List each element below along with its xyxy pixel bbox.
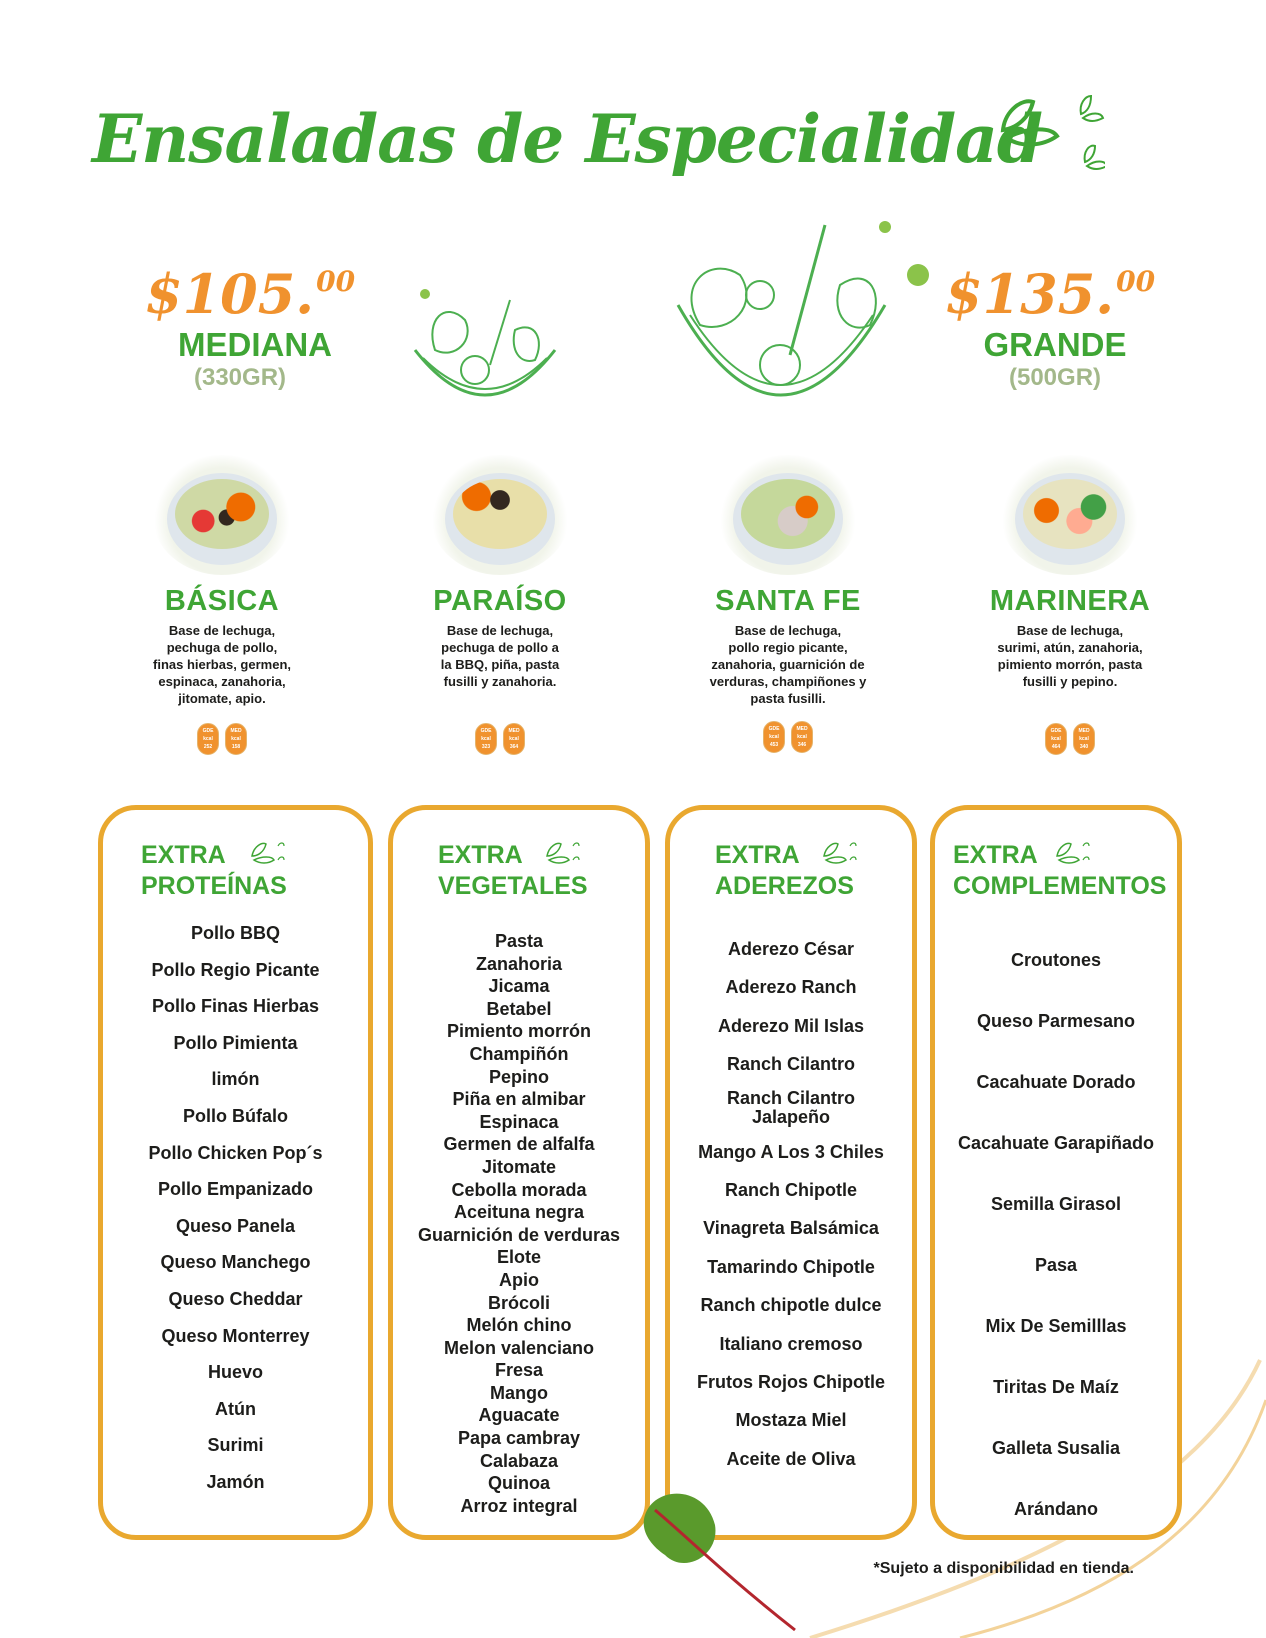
salad-marinera: [950, 455, 1190, 755]
list-item: Papa cambray: [457, 1428, 581, 1449]
salad-name: MARINERA: [989, 585, 1151, 617]
kcal-badge-med: MED kcal 340: [1073, 723, 1095, 755]
list-item: Queso Parmesano: [976, 1011, 1136, 1031]
card-heading: EXTRA ADEREZOS: [715, 841, 854, 900]
list-item: limón: [211, 1069, 260, 1090]
list-item: Surimi: [207, 1435, 264, 1456]
list-item: Aceituna negra: [453, 1202, 585, 1223]
list-item: Italiano cremoso: [719, 1333, 863, 1354]
list-item: Croutones: [1011, 950, 1101, 970]
list-item: Ranch Cilantro Jalapeño: [726, 1087, 855, 1127]
extras-list: [935, 930, 1177, 1540]
list-item: Guarnición de verduras: [417, 1224, 621, 1245]
salad-description: Base de lechuga, pechuga de pollo, finas hierbas, germen, espinaca, zanahoria, jitomate, apio.: [153, 623, 291, 706]
leaves-icon: [820, 838, 860, 874]
salad-description: Base de lechuga, surimi, atún, zanahoria, pimiento morrón, pasta fusilli y pepino.: [997, 623, 1143, 689]
salad-name: SANTA FE: [715, 585, 861, 617]
page-title: Ensaladas de Especialidad: [92, 100, 1043, 178]
salad-photo: [718, 455, 858, 575]
list-item: Vinagreta Balsámica: [703, 1218, 879, 1239]
list-item: Semilla Girasol: [990, 1194, 1122, 1214]
extras-card-proteinas: [98, 805, 373, 1540]
list-item: Ranch Cilantro: [726, 1054, 855, 1075]
card-heading: EXTRA VEGETALES: [438, 841, 588, 900]
list-item: Calabaza: [479, 1450, 559, 1471]
list-item: Mango A Los 3 Chiles: [698, 1141, 884, 1162]
list-item: Quinoa: [488, 1473, 550, 1494]
size-label-mediana: MEDIANA: [178, 326, 332, 363]
list-item: Galleta Susalia: [991, 1438, 1121, 1458]
list-item: Ranch Chipotle: [724, 1180, 857, 1201]
kcal-badge-med: MED kcal 364: [503, 723, 525, 755]
list-item: Aderezo Ranch: [725, 977, 857, 998]
list-item: Mostaza Miel: [735, 1410, 847, 1431]
list-item: Betabel: [486, 998, 552, 1019]
list-item: Germen de alfalfa: [443, 1134, 595, 1155]
weight-mediana: (330GR): [193, 364, 287, 391]
size-label-grande: GRANDE: [983, 326, 1127, 363]
size-grande: [945, 262, 1156, 392]
extras-list: [393, 930, 645, 1517]
list-item: Jamón: [206, 1471, 265, 1492]
extras-card-aderezos: [665, 805, 917, 1540]
salad-paraiso: [380, 455, 620, 755]
list-item: Cacahuate Garapiñado: [957, 1133, 1155, 1153]
kcal-badge-gde: GDE kcal 464: [1045, 723, 1067, 755]
kcal-badge-gde: GDE kcal 323: [475, 723, 497, 755]
list-item: Apio: [499, 1269, 539, 1290]
salad-photo: [152, 455, 292, 575]
chard-leaf-icon: [635, 1485, 805, 1635]
list-item: Mango: [490, 1382, 548, 1403]
salad-photo: [430, 455, 570, 575]
list-item: Espinaca: [479, 1111, 559, 1132]
list-item: Brócoli: [487, 1292, 550, 1313]
list-item: Queso Manchego: [160, 1252, 311, 1273]
kcal-badge-med: MED kcal 158: [225, 723, 247, 755]
list-item: Aderezo César: [727, 939, 855, 959]
list-item: Melon valenciano: [443, 1337, 595, 1358]
kcal-badge-gde: GDE kcal 453: [763, 721, 785, 753]
weight-grande: (500GR): [1008, 364, 1102, 391]
list-item: Arroz integral: [460, 1495, 578, 1516]
list-item: Pasa: [1034, 1255, 1078, 1275]
list-item: Pasta: [494, 931, 544, 951]
price-grande: $135.00: [945, 262, 1156, 326]
price-mediana: $105.00: [145, 262, 356, 326]
leaves-icon: [1053, 838, 1093, 874]
list-item: Zanahoria: [475, 953, 563, 974]
card-heading: EXTRA COMPLEMENTOS: [953, 841, 1167, 900]
list-item: Jicama: [488, 976, 550, 997]
extras-list: [670, 930, 912, 1478]
size-mediana: [145, 262, 356, 392]
kcal-badge-med: MED kcal 346: [791, 721, 813, 753]
list-item: Pollo Regio Picante: [151, 959, 320, 980]
list-item: Pepino: [488, 1066, 549, 1087]
list-item: Aderezo Mil Islas: [717, 1015, 865, 1036]
list-item: Queso Monterrey: [161, 1325, 310, 1346]
salad-name: BÁSICA: [164, 585, 280, 617]
list-item: Jitomate: [481, 1156, 557, 1177]
salad-santa-fe: [668, 455, 908, 753]
list-item: Pollo Chicken Pop´s: [148, 1142, 323, 1163]
list-item: Piña en almibar: [452, 1089, 586, 1110]
list-item: Melón chino: [466, 1315, 572, 1336]
list-item: Pimiento morrón: [446, 1021, 591, 1042]
salad-bowl-illustration-icon: [395, 270, 575, 420]
availability-note: *Sujeto a disponibilidad en tienda.: [873, 1560, 1134, 1577]
list-item: Tiritas De Maíz: [993, 1377, 1119, 1397]
card-heading: EXTRA PROTEÍNAS: [141, 841, 287, 900]
salad-name: PARAÍSO: [433, 585, 567, 617]
extras-card-vegetales: [388, 805, 650, 1540]
list-item: Cacahuate Dorado: [976, 1072, 1136, 1092]
leaves-icon: [543, 838, 583, 874]
extras-card-complementos: [930, 805, 1182, 1540]
kcal-badge-gde: GDE kcal 252: [197, 723, 219, 755]
list-item: Pollo Búfalo: [183, 1105, 288, 1126]
list-item: Pollo Empanizado: [157, 1179, 313, 1200]
list-item: Fresa: [494, 1360, 544, 1381]
extras-list: [103, 915, 368, 1501]
list-item: Atún: [215, 1398, 256, 1419]
list-item: Arándano: [1013, 1499, 1098, 1519]
list-item: Mix De Semilllas: [985, 1316, 1127, 1336]
list-item: Pollo Pimienta: [173, 1032, 298, 1053]
list-item: Elote: [496, 1247, 541, 1268]
list-item: Aguacate: [478, 1405, 560, 1426]
salad-basica: [102, 455, 342, 755]
list-item: Huevo: [207, 1362, 263, 1383]
salad-photo: [1000, 455, 1140, 575]
list-item: Frutos Rojos Chipotle: [697, 1372, 885, 1393]
list-item: Champiñón: [469, 1043, 569, 1064]
list-item: Pollo BBQ: [191, 923, 280, 943]
list-item: Queso Panela: [175, 1215, 296, 1236]
leaves-icon: [248, 838, 288, 874]
list-item: Tamarindo Chipotle: [707, 1256, 875, 1277]
list-item: Aceite de Oliva: [726, 1448, 856, 1469]
leaves-icon: [995, 88, 1105, 178]
list-item: Cebolla morada: [451, 1179, 587, 1200]
list-item: Queso Cheddar: [168, 1288, 303, 1309]
salad-bowl-large-illustration-icon: [670, 215, 930, 425]
salad-description: Base de lechuga, pollo regio picante, zanahoria, guarnición de verduras, champiñones y pasta fusilli.: [709, 623, 867, 706]
list-item: Pollo Finas Hierbas: [151, 996, 320, 1017]
salad-description: Base de lechuga, pechuga de pollo a la BBQ, piña, pasta fusilli y zanahoria.: [440, 623, 560, 689]
list-item: Ranch chipotle dulce: [700, 1295, 882, 1316]
